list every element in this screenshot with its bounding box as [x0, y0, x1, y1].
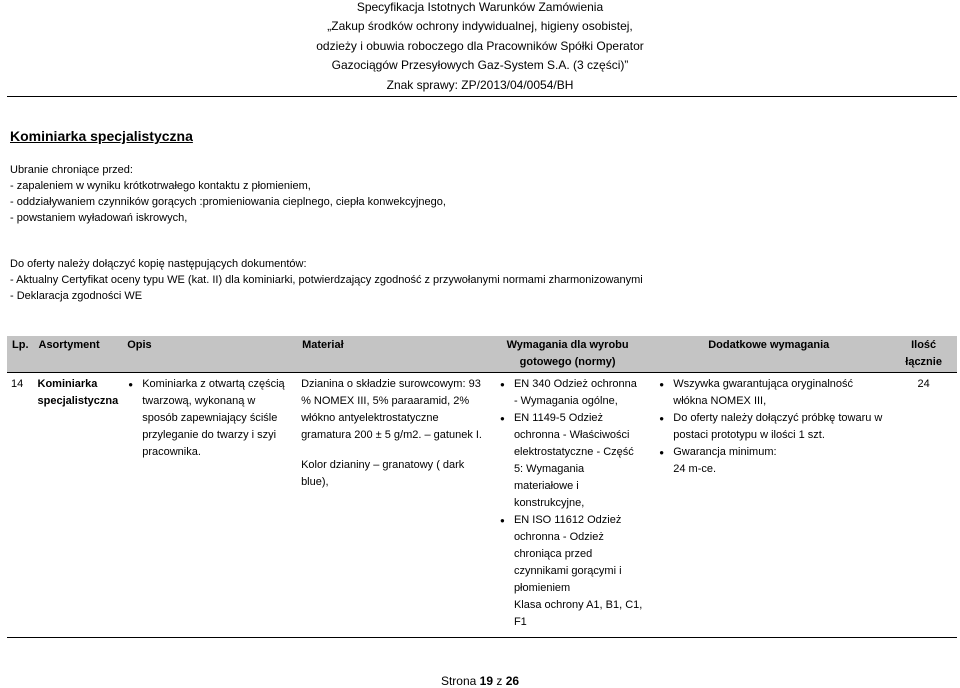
col-header-additional: Dodatkowe wymagania: [647, 336, 890, 373]
protection-line: - powstaniem wyładowań iskrowych,: [10, 212, 188, 224]
header-divider: [7, 96, 957, 97]
specification-table: [7, 336, 957, 638]
protection-line: - zapaleniem w wyniku krótkotrwałego kontaktu z płomieniem,: [10, 180, 311, 192]
cell-additional: [647, 373, 890, 638]
documents-line: Do oferty należy dołączyć kopię następujących dokumentów:: [10, 258, 307, 270]
header-line-2: „Zakup środków ochrony indywidualnej, higieny osobistej,: [327, 19, 633, 33]
material-composition: Dzianina o składzie surowcowym: 93 % NOMEX III, 5% paraaramid, 2% włókno antyelektrostatyczne gramatura 200 ± 5 g/m2. – gatunek I.: [301, 378, 482, 441]
section-title: Kominiarka specjalistyczna: [10, 128, 193, 144]
table-row: [7, 373, 957, 638]
cell-description: [122, 373, 297, 638]
header-line-1: Specyfikacja Istotnych Warunków Zamówienia: [356, 0, 604, 14]
protection-line: Ubranie chroniące przed:: [10, 164, 133, 176]
col-header-assortment: Asortyment: [34, 336, 123, 373]
documents-line: - Aktualny Certyfikat oceny typu WE (kat. II) dla kominiarki, potwierdzający zgodność z przywołanymi normami zharmonizowanymi: [10, 274, 643, 286]
header-line-4: Gazociągów Przesyłowych Gaz-System S.A. (3 części)”: [331, 58, 629, 72]
footer-separator: z: [496, 674, 503, 688]
requirement-item: ● EN 340 Odzież ochronna - Wymagania ogólne,: [498, 376, 643, 410]
cell-assortment: Kominiarka specjalistyczna: [34, 373, 123, 638]
additional-warranty: 24 m-ce.: [673, 463, 717, 475]
additional-item: ● Do oferty należy dołączyć próbkę towaru w postaci prototypu w ilości 1 szt.: [657, 410, 886, 444]
protection-line: - oddziaływaniem czynników gorących :promieniowania cieplnego, ciepła konwekcyjnego,: [10, 196, 446, 208]
requirement-class: Klasa ochrony A1, B1, C1, F1: [513, 599, 643, 628]
cell-lp: 14: [7, 373, 34, 638]
col-header-requirements: Wymagania dla wyrobu gotowego (normy): [488, 336, 647, 373]
footer-total-pages: 26: [505, 674, 520, 688]
description-bullet: ● Kominiarka z otwartą częścią twarzową, wykonaną w sposób zapewniający ściśle przyleganie do twarzy i szyi pracownika.: [126, 376, 293, 461]
additional-item: ● Gwarancja minimum:: [657, 444, 886, 461]
col-header-qty: Ilość łącznie: [890, 336, 957, 373]
header-line-3: odzieży i obuwia roboczego dla Pracowników Spółki Operator: [316, 39, 644, 53]
material-color: Kolor dzianiny – granatowy ( dark blue),: [301, 459, 465, 488]
additional-item: ● Wszywka gwarantująca oryginalność włókna NOMEX III,: [657, 376, 886, 410]
documents-line: - Deklaracja zgodności WE: [10, 290, 143, 302]
header-line-5: Znak sprawy: ZP/2013/04/0054/BH: [386, 78, 574, 92]
table-header-row: [7, 336, 957, 373]
col-header-material: Materiał: [297, 336, 488, 373]
cell-requirements: [488, 373, 647, 638]
cell-qty: 24: [890, 373, 957, 638]
cell-material: [297, 373, 488, 638]
footer-page-number: 19: [479, 674, 493, 688]
page-footer: [0, 674, 960, 688]
requirement-item: ● EN 1149-5 Odzież ochronna - Właściwości elektrostatyczne - Część 5: Wymagania materiałowe i konstrukcyjne,: [498, 410, 643, 512]
footer-prefix: Strona: [440, 674, 477, 688]
requirement-item: ● EN ISO 11612 Odzież ochronna - Odzież chroniąca przed czynnikami gorącymi i płomieniem: [498, 512, 643, 597]
col-header-description: Opis: [122, 336, 297, 373]
col-header-lp: Lp.: [7, 336, 34, 373]
